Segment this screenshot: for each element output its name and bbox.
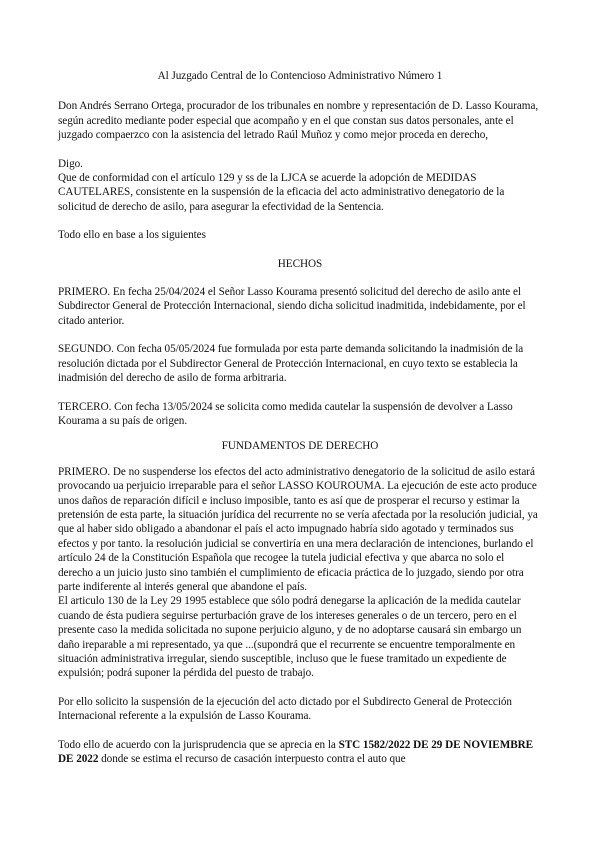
todo-ello-paragraph: Todo ello en base a los siguientes: [58, 229, 206, 242]
jurisprudencia-tail: donde se estima el recurso de casación interpuesto contra el auto que: [98, 753, 406, 766]
hecho-primero: PRIMERO. En fecha 25/04/2024 el Señor Lasso Kourama presentó solicitud del derecho de asilo ante el Subdirector General de Protección Internacional, siendo dicha solicitud inadmitida, indebidamente, por el citado anterior.: [58, 286, 526, 327]
hecho-tercero: TERCERO. Con fecha 13/05/2024 se solicita como medida cautelar la suspensión de devolver a Lasso Kourama a su país de origen.: [58, 400, 513, 427]
hechos-title: HECHOS: [277, 257, 323, 270]
solicito-paragraph: Por ello solicito la suspensión de la ejecución del acto dictado por el Subdirecto General de Protección Internacional referente a la expulsión de Lasso Kourama.: [58, 695, 512, 723]
intro-paragraph: Don Andrés Serrano Ortega, procurador de los tribunales en nombre y representación de D. Lasso Kourama, según acredito mediante poder especial que acompaño y en el que constan sus datos personales, ante el juzgado compaerzco con la asistencia del letrado Raúl Muñoz y como mejor proceda en derecho,: [58, 100, 539, 142]
digo-paragraph: Que de conformidad con el artículo 129 y ss de la LJCA se acuerde la adopción de MEDIDAS CAUTELARES, consistente en la suspensión de la eficacia del acto administrativo denegatorio de la solicitud de derecho de asilo, para asegurar la efectividad de la Sentencia.: [58, 172, 505, 213]
jurisprudencia-paragraph: [58, 738, 542, 767]
jurisprudencia-reference: STC 1582/2022 DE 29 DE NOVIEMBRE DE 2022: [58, 738, 534, 766]
digo-label: Digo.: [58, 157, 83, 170]
hecho-segundo: SEGUNDO. Con fecha 05/05/2024 fue formulada por esta parte demanda solicitando la inadmisión de la resolución dictada por el Subdirector General de Protección Internacional, en cuyo texto se establecia la inadmisión del derecho de asilo de forma arbitraria.: [58, 343, 524, 385]
document-body: [58, 69, 542, 766]
fundamentos-title: FUNDAMENTOS DE DERECHO: [221, 440, 379, 453]
fundamento-primero: PRIMERO. De no suspenderse los efectos del acto administrativo denegatorio de la solicitud de asilo estará provocando ua perjuicio irreparable para el señor LASSO KOUROUMA. La ejecución de este acto produce unos daños de reparación difícil e incluso imposible, tanto es así que de prosperar el recurso y estimar la pretensión de esta parte, la situación jurídica del recurrente no se vería afectada por la resolución judicial, ya que al haber sido obligado a abandonar el país el acto impugnado habría sido agotado y terminados sus efectos y por tanto. la resolución judicial se convertiría en una mera declaración de intenciones, burlando el artículo 24 de la Constitución Española que recogee la tutela judicial efectiva y que abarca no solo el derecho a un juicio justo sino también el cumplimiento de eficacia práctica de lo juzgado, siendo por otra parte indiferente al interés general que abandone el país.: [58, 465, 538, 593]
jurisprudencia-lead: Todo ello de acuerdo con la jurisprudencia que se aprecia en la: [58, 738, 339, 751]
document-heading: Al Juzgado Central de lo Contencioso Administrativo Número 1: [157, 70, 443, 82]
fundamento-articulo-130: El articulo 130 de la Ley 29 1995 establece que sólo podrá denegarse la aplicación de la medida cautelar cuando de ésta pudiera seguirse perturbación grave de los intereses generales o de un tercero, pero en el presente caso la medida solicitada no supone perjuicio alguno, y de no adoptarse causará sin embargo un daño ireparable a mi representado, ya que ...(supondrá que el recurrente se encuentre temporalmente en situación administrativa irregular, siendo susceptible, incluso que le fuese tramitado un expediente de expulsión; podrá suponer la pérdida del puesto de trabajo.: [58, 595, 522, 680]
